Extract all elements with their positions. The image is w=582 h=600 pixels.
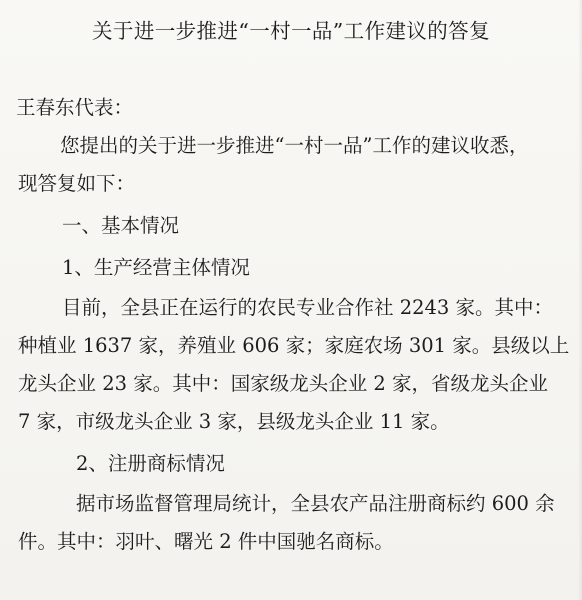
salutation: 王春东代表： bbox=[16, 96, 134, 119]
paragraph-1-line-3: 龙头企业 23 家。其中：国家级龙头企业 2 家，省级龙头企业 bbox=[18, 372, 549, 395]
subheading-business-entities: 1、生产经营主体情况 bbox=[62, 256, 250, 279]
scan-edge-shadow bbox=[578, 0, 582, 600]
paragraph-1-line-1: 目前，全县正在运行的农民专业合作社 2243 家。其中： bbox=[62, 296, 554, 319]
document-title: 关于进一步推进“一村一品”工作建议的答复 bbox=[92, 19, 490, 43]
paragraph-1-line-4: 7 家，市级龙头企业 3 家，县级龙头企业 11 家。 bbox=[18, 410, 450, 433]
section-heading-basic-situation: 一、基本情况 bbox=[62, 214, 180, 237]
paragraph-2-line-2: 件。其中：羽叶、曙光 2 件中国驰名商标。 bbox=[18, 530, 394, 553]
intro-line-2: 现答复如下： bbox=[18, 172, 136, 195]
paragraph-1-line-2: 种植业 1637 家，养殖业 606 家；家庭农场 301 家。县级以上 bbox=[18, 334, 570, 357]
intro-line-1: 您提出的关于进一步推进“一村一品”工作的建议收悉， bbox=[60, 134, 529, 157]
paragraph-2-line-1: 据市场监督管理局统计，全县农产品注册商标约 600 余 bbox=[76, 492, 555, 515]
subheading-registered-trademarks: 2、注册商标情况 bbox=[76, 452, 225, 475]
